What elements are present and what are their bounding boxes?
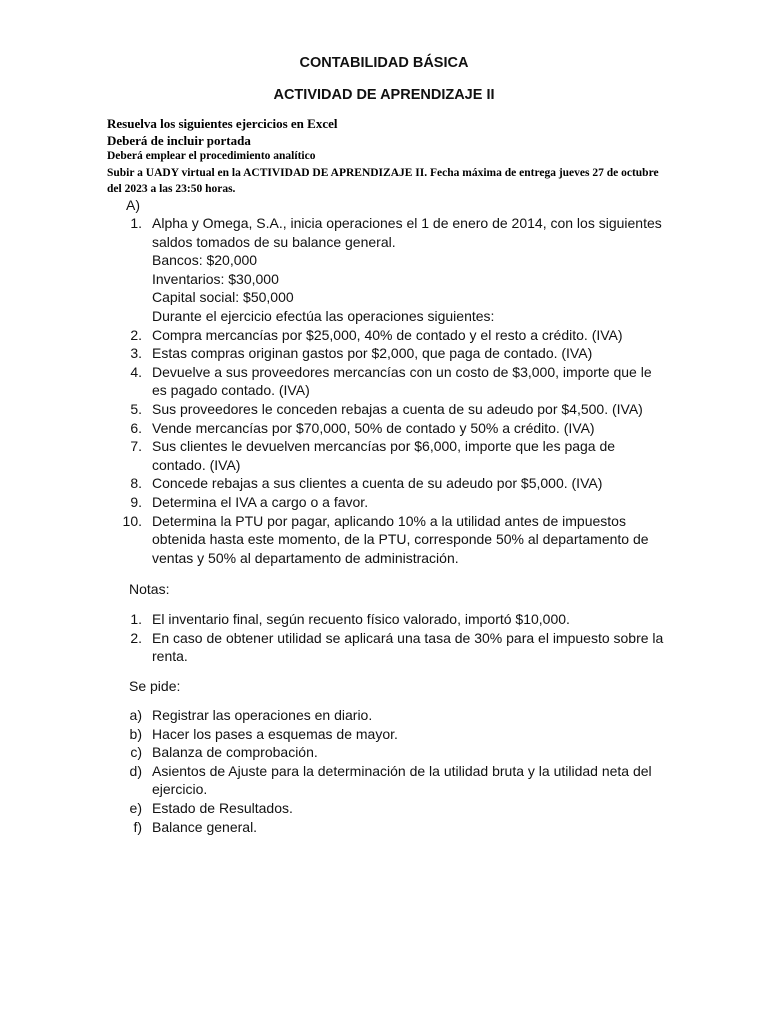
list-item-text: En caso de obtener utilidad se aplicará una tasa de 30% para el impuesto sobre la (152, 629, 664, 646)
list-item-number: 1. (130, 611, 142, 627)
list-item-number: 4. (130, 363, 142, 380)
notes-list (0, 610, 768, 666)
list-item-number: 10. (122, 512, 142, 529)
list-item-number: a) (129, 707, 142, 723)
list-item (0, 251, 768, 270)
instruction-deadline: Subir a UADY virtual en la ACTIVIDAD DE APRENDIZAJE II. Fecha máxima de entrega jueves 27 de octubre del 2023 a las 23:50 horas. (107, 167, 659, 195)
list-item (0, 233, 768, 252)
list-item (0, 610, 768, 629)
list-item-text: es pagado contado. (IVA) (152, 382, 310, 399)
list-item-text: Determina el IVA a cargo o a favor. (152, 493, 369, 510)
list-item (0, 493, 768, 512)
list-item-number: d) (129, 762, 142, 779)
list-item-text: Estas compras originan gastos por $2,000, que paga de contado. (IVA) (152, 345, 593, 362)
list-item-text: Capital social: $50,000 (152, 289, 294, 306)
list-item (0, 214, 768, 233)
list-item-text: Durante el ejercicio efectúa las operaciones siguientes: (152, 307, 495, 324)
list-item-text: Bancos: $20,000 (152, 252, 258, 269)
list-item (0, 818, 768, 837)
list-item-text: Concede rebajas a sus clientes a cuenta de su adeudo por $5,000. (IVA) (152, 475, 603, 492)
list-item (0, 456, 768, 475)
list-item (0, 419, 768, 438)
list-item (0, 512, 768, 531)
list-item-number: 8. (130, 475, 142, 492)
list-item-text: Sus proveedores le conceden rebajas a cuenta de su adeudo por $4,500. (IVA) (152, 400, 643, 417)
list-item-text: renta. (152, 648, 188, 665)
request-list (0, 706, 768, 836)
list-item (0, 437, 768, 456)
list-item (0, 307, 768, 326)
request-label: Se pide: (129, 678, 181, 694)
section-a-label: A) (126, 197, 140, 213)
list-item-number: 7. (130, 438, 142, 455)
list-item (0, 326, 768, 345)
list-item-text: Registrar las operaciones en diario. (152, 707, 373, 723)
instruction-excel: Resuelva los siguientes ejercicios en Excel (107, 116, 338, 131)
list-item (0, 629, 768, 648)
list-item-text: Determina la PTU por pagar, aplicando 10% a la utilidad antes de impuestos (152, 512, 626, 529)
list-item-text: obtenida hasta este momento, de la PTU, corresponde 50% al departamento de (152, 531, 649, 548)
exercise-list (0, 214, 768, 567)
list-item-number: 2. (130, 629, 142, 646)
list-item-number: c) (130, 744, 142, 761)
list-item-text: Devuelve a sus proveedores mercancías con un costo de $3,000, importe que le (152, 363, 652, 380)
list-item (0, 288, 768, 307)
list-item (0, 725, 768, 744)
list-item-text: ventas y 50% al departamento de administración. (152, 549, 459, 566)
list-item (0, 400, 768, 419)
document-subtitle: ACTIVIDAD DE APRENDIZAJE II (273, 87, 495, 103)
list-item-text: El inventario final, según recuento físico valorado, importó $10,000. (152, 611, 570, 627)
list-item-text: Balance general. (152, 818, 258, 835)
list-item (0, 381, 768, 400)
list-item-number: 5. (130, 400, 142, 417)
list-item-text: saldos tomados de su balance general. (152, 233, 396, 250)
list-item-text: contado. (IVA) (152, 456, 241, 473)
list-item (0, 706, 768, 725)
list-item (0, 799, 768, 818)
list-item (0, 344, 768, 363)
list-item-number: f) (133, 818, 142, 835)
list-item-number: 2. (130, 326, 142, 343)
list-item (0, 270, 768, 289)
list-item-text: Hacer los pases a esquemas de mayor. (152, 725, 398, 742)
list-item (0, 549, 768, 568)
list-item-text: Compra mercancías por $25,000, 40% de contado y el resto a crédito. (IVA) (152, 326, 623, 343)
list-item-text: Asientos de Ajuste para la determinación de la utilidad bruta y la utilidad neta del (152, 762, 652, 779)
list-item-text: Vende mercancías por $70,000, 50% de contado y 50% a crédito. (IVA) (152, 419, 595, 436)
list-item (0, 363, 768, 382)
list-item (0, 647, 768, 666)
notes-label: Notas: (129, 581, 170, 597)
list-item-text: Sus clientes le devuelven mercancías por $6,000, importe que les paga de (152, 438, 616, 455)
list-item-number: 9. (130, 493, 142, 510)
list-item-number: e) (129, 799, 142, 816)
instruction-procedure: Deberá emplear el procedimiento analítico (107, 150, 316, 162)
list-item-text: Balanza de comprobación. (152, 744, 318, 761)
list-item-number: 3. (130, 345, 142, 362)
list-item-number: b) (129, 725, 142, 742)
list-item-number: 6. (130, 419, 142, 436)
list-item (0, 530, 768, 549)
list-item-text: Estado de Resultados. (152, 799, 293, 816)
list-item (0, 780, 768, 799)
list-item-text: Inventarios: $30,000 (152, 270, 279, 287)
instruction-cover: Deberá de incluir portada (107, 133, 251, 148)
list-item (0, 474, 768, 493)
list-item-text: ejercicio. (152, 781, 208, 798)
list-item (0, 762, 768, 781)
list-item (0, 743, 768, 762)
document-title: CONTABILIDAD BÁSICA (299, 55, 469, 71)
list-item-number: 1. (130, 215, 142, 231)
list-item-text: Alpha y Omega, S.A., inicia operaciones el 1 de enero de 2014, con los siguientes (152, 215, 662, 231)
